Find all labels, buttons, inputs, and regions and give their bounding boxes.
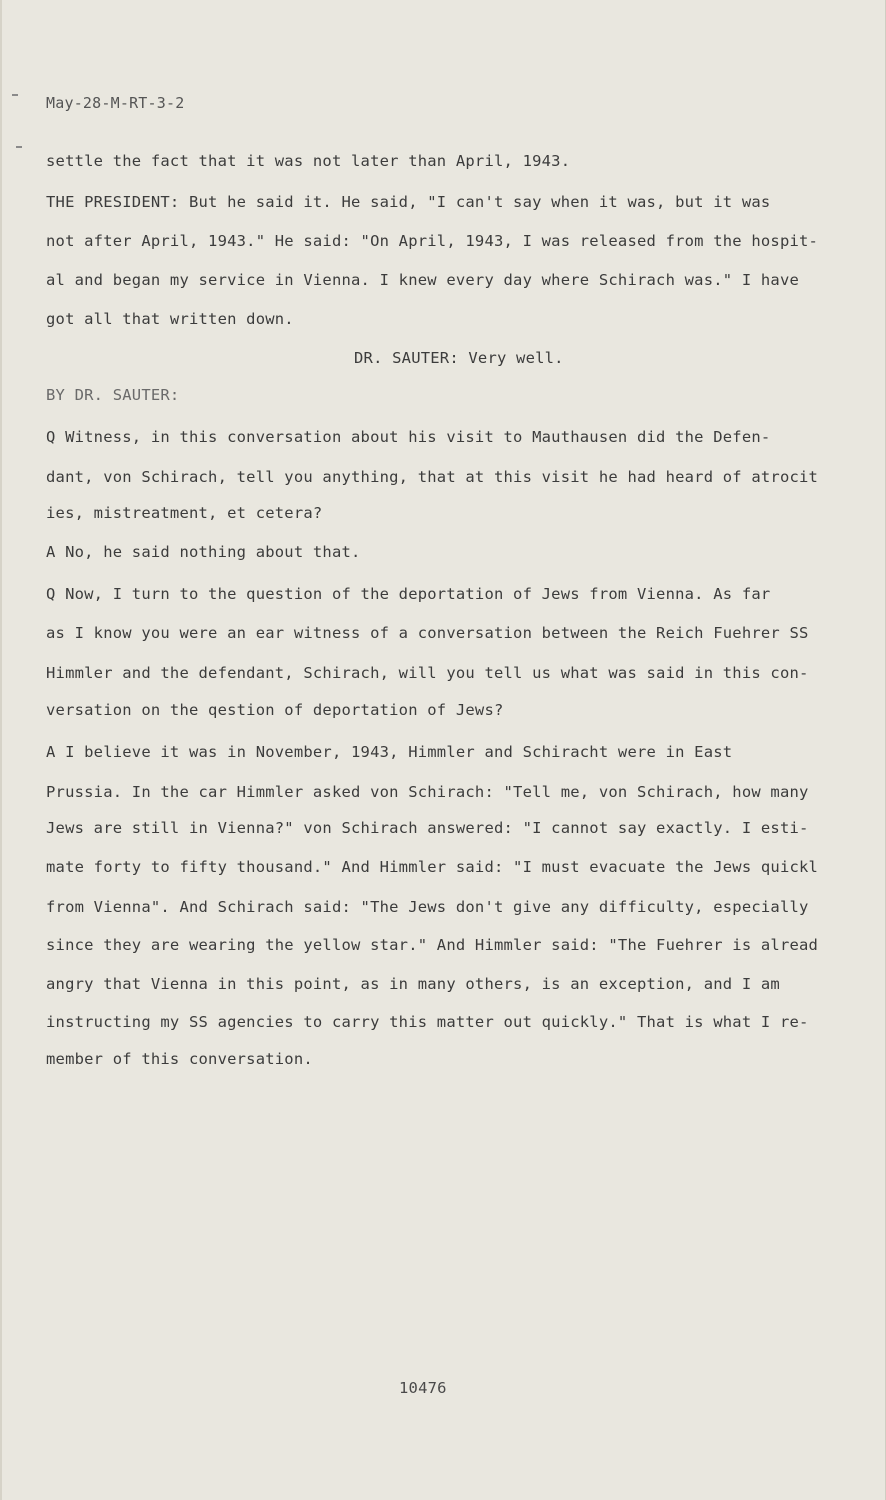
transcript-line: versation on the qestion of deportation of Jews? [46, 701, 504, 719]
transcript-line: Jews are still in Vienna?" von Schirach answered: "I cannot say exactly. I esti- [46, 819, 809, 837]
transcript-line: from Vienna". And Schirach said: "The Jews don't give any difficulty, especially [46, 898, 809, 916]
transcript-line: angry that Vienna in this point, as in many others, is an exception, and I am [46, 975, 780, 993]
transcript-line: ies, mistreatment, et cetera? [46, 504, 323, 522]
transcript-line: since they are wearing the yellow star." And Himmler said: "The Fuehrer is alread [46, 936, 819, 954]
transcript-line: THE PRESIDENT: But he said it. He said, "I can't say when it was, but it was [46, 193, 771, 211]
margin-mark [12, 94, 18, 96]
transcript-line: al and began my service in Vienna. I knew every day where Schirach was." I have [46, 271, 800, 289]
transcript-line: member of this conversation. [46, 1050, 313, 1068]
transcript-line: A No, he said nothing about that. [46, 543, 361, 561]
page-header: May-28-M-RT-3-2 [46, 94, 185, 112]
transcript-line: instructing my SS agencies to carry this matter out quickly." That is what I re- [46, 1013, 809, 1031]
transcript-line: settle the fact that it was not later than April, 1943. [46, 152, 571, 170]
transcript-line: dant, von Schirach, tell you anything, that at this visit he had heard of atrocit [46, 468, 819, 486]
transcript-line: Himmler and the defendant, Schirach, will you tell us what was said in this con- [46, 664, 809, 682]
transcript-line: DR. SAUTER: Very well. [354, 349, 564, 367]
transcript-line: BY DR. SAUTER: [46, 386, 180, 404]
page-number: 10476 [399, 1379, 447, 1397]
transcript-line: Prussia. In the car Himmler asked von Schirach: "Tell me, von Schirach, how many [46, 783, 809, 801]
transcript-line: got all that written down. [46, 310, 294, 328]
transcript-line: A I believe it was in November, 1943, Himmler and Schiracht were in East [46, 743, 733, 761]
margin-mark [16, 146, 22, 148]
transcript-line: Q Now, I turn to the question of the deportation of Jews from Vienna. As far [46, 585, 771, 603]
transcript-line: mate forty to fifty thousand." And Himmler said: "I must evacuate the Jews quickl [46, 858, 819, 876]
transcript-line: not after April, 1943." He said: "On April, 1943, I was released from the hospit- [46, 232, 819, 250]
transcript-line: as I know you were an ear witness of a conversation between the Reich Fuehrer SS [46, 624, 809, 642]
transcript-line: Q Witness, in this conversation about his visit to Mauthausen did the Defen- [46, 428, 771, 446]
